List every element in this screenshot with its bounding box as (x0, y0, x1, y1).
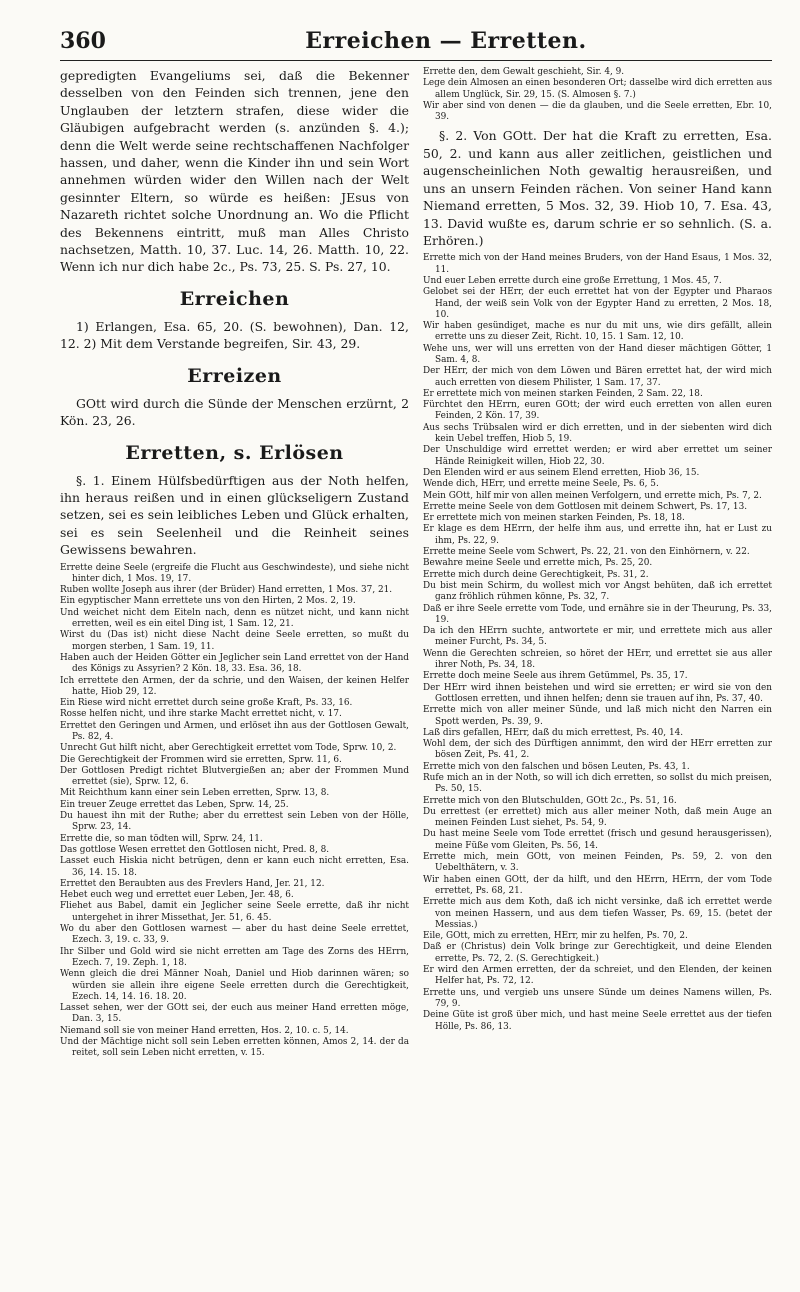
citation-entry: Errette doch meine Seele aus ihrem Getümmel, Ps. 35, 17. (423, 671, 688, 682)
citation-entry: Und weichet nicht dem Eiteln nach, denn es nützet nicht, und kann nicht erretten, weil es ein eitel Ding ist, 1 Sam. 12, 21. (60, 607, 409, 630)
citation-entry: Wir haben gesündiget, mache es nur du mit uns, wie dirs gefällt, allein errette uns zu dieser Zeit, Richt. 10, 15. 1 Sam. 12, 10. (423, 321, 772, 343)
citation-entry: Der Unschuldige wird errettet werden; er wird aber errettet um seiner Hände Reinigkeit willen, Hiob 22, 30. (423, 445, 772, 467)
citation-entry: Wohl dem, der sich des Dürftigen annimmt, den wird der HErr erretten zur bösen Zeit, Ps. 41, 2. (423, 739, 772, 761)
citation-entry: Aus sechs Trübsalen wird er dich erretten, und in der siebenten wird dich kein Uebel treffen, Hiob 5, 19. (423, 422, 772, 445)
citation-entry: Wende dich, HErr, und errette meine Seele, Ps. 6, 5. (423, 479, 659, 490)
citation-entry: Wehe uns, wer will uns erretten von der Hand dieser mächtigen Götter, 1 Sam. 4, 8. (423, 343, 772, 365)
citation-entry: Errettet den Geringen und Armen, und erlöset ihn aus der Gottlosen Gewalt, Ps. 82, 4. (60, 720, 409, 742)
citation-entry: Der HErr, der mich von dem Löwen und Bären errettet hat, der wird mich auch erretten von diesem Philister, 1 Sam. 17, 37. (423, 366, 772, 388)
citation-entry: Rufe mich an in der Noth, so will ich dich erretten, so sollst du mich preisen, Ps. 50, 15. (423, 772, 772, 795)
citation-entry: Ihr Silber und Gold wird sie nicht erretten am Tage des Zorns des HErrn, Ezech. 7, 19. Zeph. 1, 18. (60, 946, 409, 968)
right-citation-list-top (423, 67, 772, 123)
citation-entry: Hebet euch weg und errettet euer Leben, Jer. 48, 6. (60, 890, 294, 901)
citation-entry: Errette mich, mein GOtt, von meinen Feinden, Ps. 59, 2. von den Uebelthätern, v. 3. (423, 852, 772, 874)
citation-entry: Errette mich durch deine Gerechtigkeit, Ps. 31, 2. (423, 569, 649, 580)
citation-entry: Und der Mächtige nicht soll sein Leben erretten können, Amos 2, 14. der da reitet, soll sein Leben nicht erretten, v. 15. (60, 1037, 409, 1059)
citation-entry: Ein egyptischer Mann errettete uns von den Hirten, 2 Mos. 2, 19. (60, 596, 356, 607)
citation-entry: Und euer Leben errette durch eine große Errettung, 1 Mos. 45, 7. (423, 275, 722, 286)
heading-erreichen: Erreichen (179, 287, 290, 310)
citation-entry: Wir haben einen GOtt, der da hilft, und den HErrn, HErrn, der vom Tode errettet, Ps. 68, 21. (423, 874, 772, 896)
citation-entry: Errette den, dem Gewalt geschieht, Sir. 4, 9. (423, 67, 625, 77)
citation-entry: Du hauest ihn mit der Ruthe; aber du errettest sein Leben von der Hölle, Sprw. 23, 14. (60, 811, 409, 833)
erretten-section-2: §. 2. Von GOtt. Der hat die Kraft zu erretten, Esa. 50, 2. und kann aus aller zeitlichen, geistlichen und augenscheinlichen Noth gewaltig herausreißen, und uns an unsern Feinden rächen. Von seiner Hand kann Niemand erretten, 5 Mos. 32, 39. Hiob 10, 7. Esa. 43, 13. David wußte es, darum schrie er so sehnlich. (S. a. Erhören.) (423, 128, 772, 248)
citation-entry: Du errettest (er errettet) mich aus aller meiner Noth, daß mein Auge an meinen Feinden Lust siehet, Ps. 54, 9. (423, 806, 772, 829)
citation-entry: Errette mich von der Hand meines Bruders, von der Hand Esaus, 1 Mos. 32, 11. (423, 253, 772, 275)
running-title: Erreichen — Erretten. (305, 28, 587, 54)
citation-entry: Errettet den Beraubten aus des Frevlers Hand, Jer. 21, 12. (60, 878, 325, 889)
citation-entry: Lasset sehen, wer der GOtt sei, der euch aus meiner Hand erretten möge, Dan. 3, 15. (60, 1003, 409, 1025)
citation-entry: Mein GOtt, hilf mir von allen meinen Verfolgern, und errette mich, Ps. 7, 2. (423, 490, 762, 501)
citation-entry: Errette deine Seele (ergreife die Flucht aus Geschwindeste), und siehe nicht hinter dich, 1 Mos. 19, 17. (60, 562, 409, 584)
citation-entry: Errette die, so man tödten will, Sprw. 24, 11. (60, 833, 263, 844)
citation-entry: Da ich den HErrn suchte, antwortete er mir, und errettete mich aus aller meiner Furcht, Ps. 34, 5. (423, 626, 772, 648)
left-column (60, 67, 409, 1060)
citation-entry: Rosse helfen nicht, und ihre starke Macht errettet nicht, v. 17. (60, 709, 342, 720)
citation-entry: Er errettete mich von meinen starken Feinden, Ps. 18, 18. (423, 513, 685, 524)
citation-entry: Wenn die Gerechten schreien, so höret der HErr, und errettet sie aus aller ihrer Noth, Ps. 34, 18. (423, 648, 772, 671)
citation-entry: Mit Reichthum kann einer sein Leben erretten, Sprw. 13, 8. (60, 788, 330, 799)
citation-entry: Fürchtet den HErrn, euren GOtt; der wird euch erretten von allen euren Feinden, 2 Kön. 17, 39. (423, 400, 772, 422)
citation-entry: Ruben wollte Joseph aus ihrer (der Brüder) Hand erretten, 1 Mos. 37, 21. (60, 585, 393, 596)
heading-erretten: Erretten, s. Erlösen (125, 441, 344, 464)
citation-entry: Der HErr wird ihnen beistehen und wird sie erretten; er wird sie von den Gottlosen erretten, und ihnen helfen; denn sie trauen auf ihn, Ps. 37, 40. (423, 682, 772, 704)
citation-entry: Eile, GOtt, mich zu erretten, HErr, mir zu helfen, Ps. 70, 2. (423, 931, 688, 942)
erretten-section-1: §. 1. Einem Hülfsbedürftigen aus der Noth helfen, ihn heraus reißen und in einen glückseligern Zustand setzen, sei es sein leibliches Leben und Glück erhalten, sei es sein Seelenheil und die Reinheit seines Gewissens bewahren. (60, 472, 409, 558)
citation-entry: Fliehet aus Babel, damit ein Jeglicher seine Seele errette, daß ihr nicht untergehet in ihrer Missethat, Jer. 51, 6. 45. (60, 901, 409, 923)
citation-entry: Du hast meine Seele vom Tode errettet (frisch und gesund herausgerissen), meine Füße vom Gleiten, Ps. 56, 14. (423, 829, 772, 851)
citation-entry: Wir aber sind von denen — die da glauben, und die Seele erretten, Ebr. 10, 39. (423, 100, 772, 123)
citation-entry: Errette mich von den Blutschulden, GOtt 2c., Ps. 51, 16. (423, 795, 677, 806)
citation-entry: Haben auch der Heiden Götter ein Jeglicher sein Land errettet von der Hand des Königs zu Assyrien? 2 Kön. 18, 33. Esa. 36, 18. (60, 652, 409, 675)
continued-paragraph: gepredigten Evangeliums sei, daß die Bekenner desselben von den Feinden sich trennen, jene den Unglauben der letztern strafen, diese wider die Gläubigen aufgebracht werden (s. anzünden §. 4.); denn die Welt werde seine rechtschaffenen Nachfolger hassen, und daher, wenn die Kinder ihn und sein Wort annehmen würden wider den Willen nach der Welt gesinnter Eltern, so würde es heißen: JEsus von Nazareth richtet solche Unordnung an. Wo die Pflicht des Bekennens eintritt, muß man Alles Christo nachsetzen, Matth. 10, 37. Luc. 14, 26. Matth. 10, 22. Wenn ich nur dich habe 2c., Ps. 73, 25. S. Ps. 27, 10. (60, 68, 409, 275)
citation-entry: Niemand soll sie von meiner Hand erretten, Hos. 2, 10. c. 5, 14. (60, 1025, 349, 1036)
citation-entry: Errette mich von den falschen und bösen Leuten, Ps. 43, 1. (423, 761, 690, 772)
erreizen-definition: GOtt wird durch die Sünde der Menschen erzürnt, 2 Kön. 23, 26. (60, 395, 409, 429)
two-column-body (60, 67, 772, 1060)
citation-entry: Bewahre meine Seele und errette mich, Ps. 25, 20. (423, 558, 653, 569)
right-citation-list (423, 253, 772, 1032)
right-column (423, 67, 772, 1060)
citation-entry: Daß er ihre Seele errette vom Tode, und ernähre sie in der Theurung, Ps. 33, 19. (423, 603, 772, 625)
citation-entry: Lege dein Almosen an einen besonderen Ort; dasselbe wird dich erretten aus allem Unglück, Sir. 29, 15. (S. Almosen §. 7.) (423, 78, 772, 100)
citation-entry: Du bist mein Schirm, du wollest mich vor Angst behüten, daß ich errettet ganz fröhlich rühmen könne, Ps. 32, 7. (423, 580, 772, 603)
citation-entry: Errette uns, und vergieb uns unsere Sünde um deines Namens willen, Ps. 79, 9. (423, 987, 772, 1009)
citation-entry: Wenn gleich die drei Männer Noah, Daniel und Hiob darinnen wären; so würden sie allein ihre eigene Seele erretten durch die Gerechtigkeit, Ezech. 14, 14. 16. 18. 20. (60, 969, 409, 1002)
citation-entry: Lasset euch Hiskia nicht betrügen, denn er kann euch nicht erretten, Esa. 36, 14. 15. 18. (60, 856, 409, 878)
citation-entry: Deine Güte ist groß über mich, und hast meine Seele errettet aus der tiefen Hölle, Ps. 86, 13. (423, 1010, 772, 1032)
citation-entry: Errette meine Seele vom Schwert, Ps. 22, 21. von den Einhörnern, v. 22. (423, 547, 750, 558)
citation-entry: Er klage es dem HErrn, der helfe ihm aus, und errette ihn, hat er Lust zu ihm, Ps. 22, 9. (423, 524, 772, 546)
citation-entry: Die Gerechtigkeit der Frommen wird sie erretten, Sprw. 11, 6. (60, 754, 342, 765)
citation-entry: Laß dirs gefallen, HErr, daß du mich errettest, Ps. 40, 14. (423, 727, 684, 738)
citation-entry: Ein Riese wird nicht errettet durch seine große Kraft, Ps. 33, 16. (60, 698, 353, 709)
citation-entry: Er errettete mich von meinen starken Feinden, 2 Sam. 22, 18. (423, 388, 703, 399)
citation-entry: Wirst du (Das ist) nicht diese Nacht deine Seele erretten, so mußt du morgen sterben, 1 Sam. 19, 11. (60, 630, 409, 652)
citation-entry: Errette mich von aller meiner Sünde, und laß mich nicht den Narren ein Spott werden, Ps. 39, 9. (423, 705, 772, 727)
heading-erreizen: Erreizen (187, 364, 282, 387)
citation-entry: Wo du aber den Gottlosen warnest — aber du hast deine Seele errettet, Ezech. 3, 19. c. 33, 9. (60, 924, 409, 946)
citation-entry: Den Elenden wird er aus seinem Elend erretten, Hiob 36, 15. (423, 467, 700, 478)
citation-entry: Unrecht Gut hilft nicht, aber Gerechtigkeit errettet vom Tode, Sprw. 10, 2. (60, 743, 397, 754)
left-citation-list (60, 563, 409, 1060)
citation-entry: Errette meine Seele von dem Gottlosen mit deinem Schwert, Ps. 17, 13. (423, 501, 748, 512)
citation-entry: Ein treuer Zeuge errettet das Leben, Sprw. 14, 25. (60, 799, 289, 810)
citation-entry: Daß er (Christus) dein Volk bringe zur Gerechtigkeit, und deine Elenden errette, Ps. 72, 2. (S. Gerechtigkeit.) (423, 942, 772, 964)
citation-entry: Ich errettete den Armen, der da schrie, und den Waisen, der keinen Helfer hatte, Hiob 29, 12. (60, 675, 409, 697)
citation-entry: Gelobet sei der HErr, der euch errettet hat von der Egypter und Pharaos Hand, der weiß sein Volk von der Egypter Hand zu erretten, 2 Mos. 18, 10. (423, 287, 772, 320)
page-number: 360 (60, 28, 106, 54)
citation-entry: Der Gottlosen Predigt richtet Blutvergießen an; aber der Frommen Mund errettet (sie), Sprw. 12, 6. (60, 765, 409, 788)
citation-entry: Das gottlose Wesen errettet den Gottlosen nicht, Pred. 8, 8. (60, 844, 330, 855)
citation-entry: Errette mich aus dem Koth, daß ich nicht versinke, daß ich errettet werde von meinen Hassern, und aus dem tiefen Wasser, Ps. 69, 15. (betet der Messias.) (423, 897, 772, 930)
erreichen-definition: 1) Erlangen, Esa. 65, 20. (S. bewohnen), Dan. 12, 12. 2) Mit dem Verstande begreifen, Sir. 43, 29. (60, 318, 409, 352)
citation-entry: Er wird den Armen erretten, der da schreiet, und den Elenden, der keinen Helfer hat, Ps. 72, 12. (423, 965, 772, 987)
page-header (60, 28, 772, 61)
